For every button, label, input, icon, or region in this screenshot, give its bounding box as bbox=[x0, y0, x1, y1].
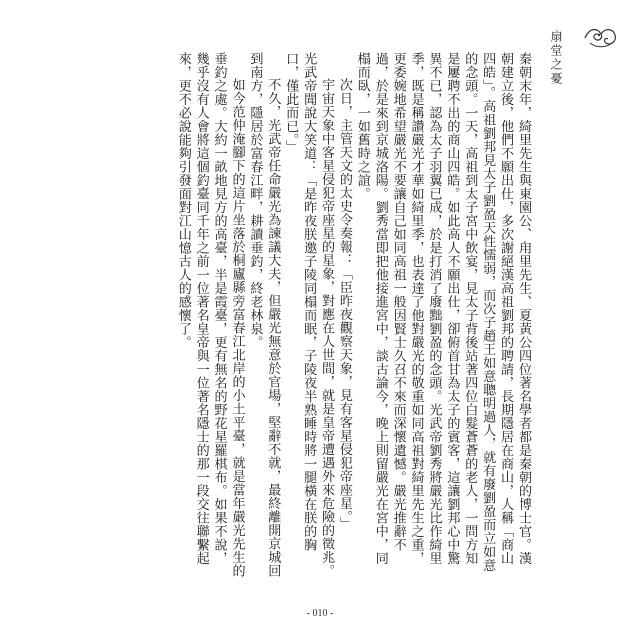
body-text bbox=[158, 52, 532, 578]
curl-ornament-icon bbox=[582, 24, 618, 50]
paragraph: 秦朝末年，綺里先生與東園公、甪里先生、夏黃公四位著名學者都是秦朝的博士官。漢朝建立後，他們不願出仕，多次謝絕漢高祖劉邦的聘請，長期隱居在商山，人稱「商山四皓」。高祖劉邦見太子劉盈天性懦弱，而次子趙王如意聰明過人，就有廢劉盈而立如意的念頭。一天，高祖到太子宮中飲宴，見太子背後站著四位白髮蒼蒼的老人，一問方知是屢聘不出的商山四皓。如此高人不願出仕，卻俯首甘為太子的賓客，這讓劉邦心中驚異不已，認為太子羽翼已成，於是打消了廢黜劉盈的念頭。光武帝劉秀將嚴光比作綺里季，既是稱讚嚴光才華如綺里季，也表達了他對嚴光的敬重如同高祖對綺里先生之重，更委婉地希望嚴光不要讓自己如同高祖一般因賢士久召不來而深懷遺憾。嚴光推辭不過，於是來到京城洛陽。劉秀當即把他接進宮中，談古論今，晚上則留嚴光在宮中，同榻而臥，一如舊時之誼。 bbox=[354, 52, 531, 572]
page-number: - 010 - bbox=[306, 608, 334, 619]
paragraph: 次日，主管天文的太史令奏報：「臣昨夜觀察天象，見有客星侵犯帝座星。」 bbox=[336, 78, 352, 531]
paragraph: 如今范仲淹腳下的這片坐落於桐廬縣旁富春江北岸的小土平臺，就是當年嚴光先生的垂釣之處。大約一畝地見方的高臺，半是霞臺，更有無名的野花星羅棋布。如果不說，幾乎沒有人會將這個釣臺同千年之前一位著名皇帝與一位著名隱士的那一段交往聯繫起來，更不必說能夠引發面對江山憶古人的感懷了。 bbox=[175, 52, 245, 578]
paragraph: 宇宙天象中客星侵犯帝座星的星象，對應在人世間，就是皇帝遭遇外來危險的徵兆。光武帝聞說大笑道：「是昨夜朕邀子陵同榻而眠，子陵夜半熟睡時將一腿橫在朕的胸口，僅此而已。」 bbox=[283, 52, 335, 578]
running-header: 扇堂之憂 bbox=[549, 30, 563, 86]
paragraph: 不久，光武帝任命嚴光為諫議大夫，但嚴光無意於官場，堅辭不就，最終離開京城回到南方，隱居於富春江畔，耕讀垂釣，終老林泉。 bbox=[247, 52, 281, 578]
